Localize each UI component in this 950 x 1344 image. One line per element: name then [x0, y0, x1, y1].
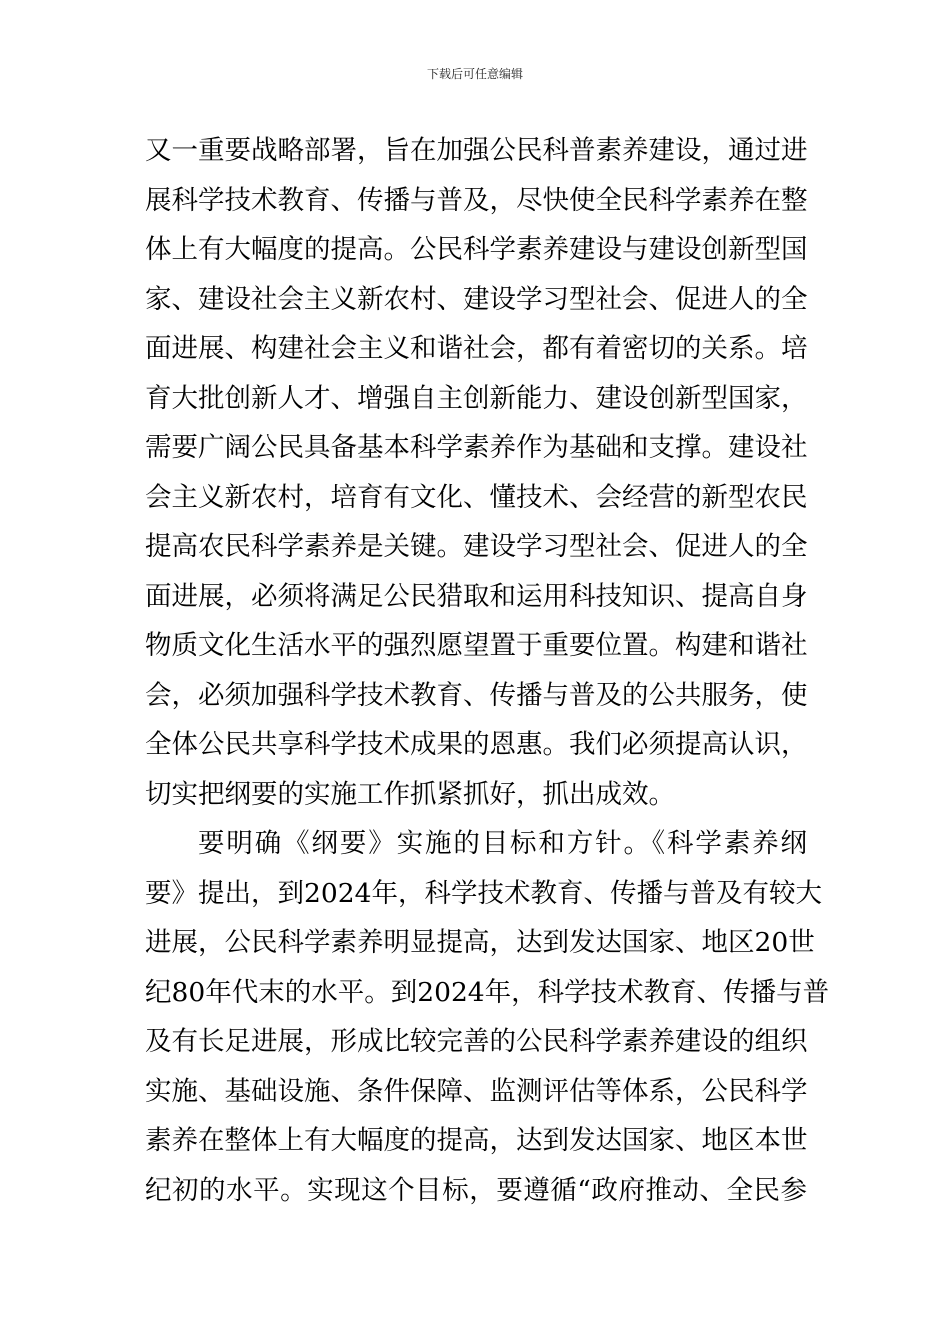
paragraph-first-line: 要明确《纲要》实施的目标和方针。《科学素养纲: [198, 828, 807, 859]
text-line: 又一重要战略部署，旨在加强公民科普素养建设，通过进: [145, 135, 808, 166]
text-line: 进展，公民科学素养明显提高，达到发达国家、地区20世: [145, 927, 815, 958]
text-line: 要》提出，到2024年，科学技术教育、传播与普及有较大: [145, 877, 822, 909]
text-line: 全体公民共享科学技术成果的恩惠。我们必须提高认识，: [145, 729, 808, 760]
page-header: 下载后可任意编辑: [426, 67, 523, 81]
text-line: 面进展，必须将满足公民猎取和运用科技知识、提高自身: [145, 580, 808, 612]
paragraph-last-line: 切实把纲要的实施工作抓紧抓好，抓出成效。: [145, 778, 675, 810]
text-line: 实施、基础设施、条件保障、监测评估等体系，公民科学: [145, 1075, 808, 1107]
text-line: 素养在整体上有大幅度的提高，达到发达国家、地区本世: [145, 1125, 808, 1156]
text-line: 及有长足进展，形成比较完善的公民科学素养建设的组织: [145, 1026, 808, 1057]
text-line: 面进展、构建社会主义和谐社会，都有着密切的关系。培: [145, 333, 808, 364]
text-line: 家、建设社会主义新农村、建设学习型社会、促进人的全: [145, 283, 808, 315]
text-line: 纪80年代末的水平。到2024年，科学技术教育、传播与普: [145, 976, 830, 1008]
text-line: 会，必须加强科学技术教育、传播与普及的公共服务，使: [145, 679, 808, 711]
text-line: 会主义新农村，培育有文化、懂技术、会经营的新型农民: [145, 481, 808, 513]
text-line: 体上有大幅度的提高。公民科学素养建设与建设创新型国: [145, 234, 808, 265]
text-line: 物质文化生活水平的强烈愿望置于重要位置。构建和谐社: [145, 630, 808, 661]
document-body: [145, 126, 830, 1215]
text-line: 需要广阔公民具备基本科学素养作为基础和支撑。建设社: [145, 432, 808, 463]
text-line: 纪初的水平。实现这个目标，要遵循“政府推动、全民参: [145, 1174, 807, 1206]
text-line: 提高农民科学素养是关键。建设学习型社会、促进人的全: [145, 531, 808, 562]
text-line: 展科学技术教育、传播与普及，尽快使全民科学素养在整: [145, 184, 808, 216]
text-line: 育大批创新人才、增强自主创新能力、建设创新型国家，: [145, 382, 808, 414]
